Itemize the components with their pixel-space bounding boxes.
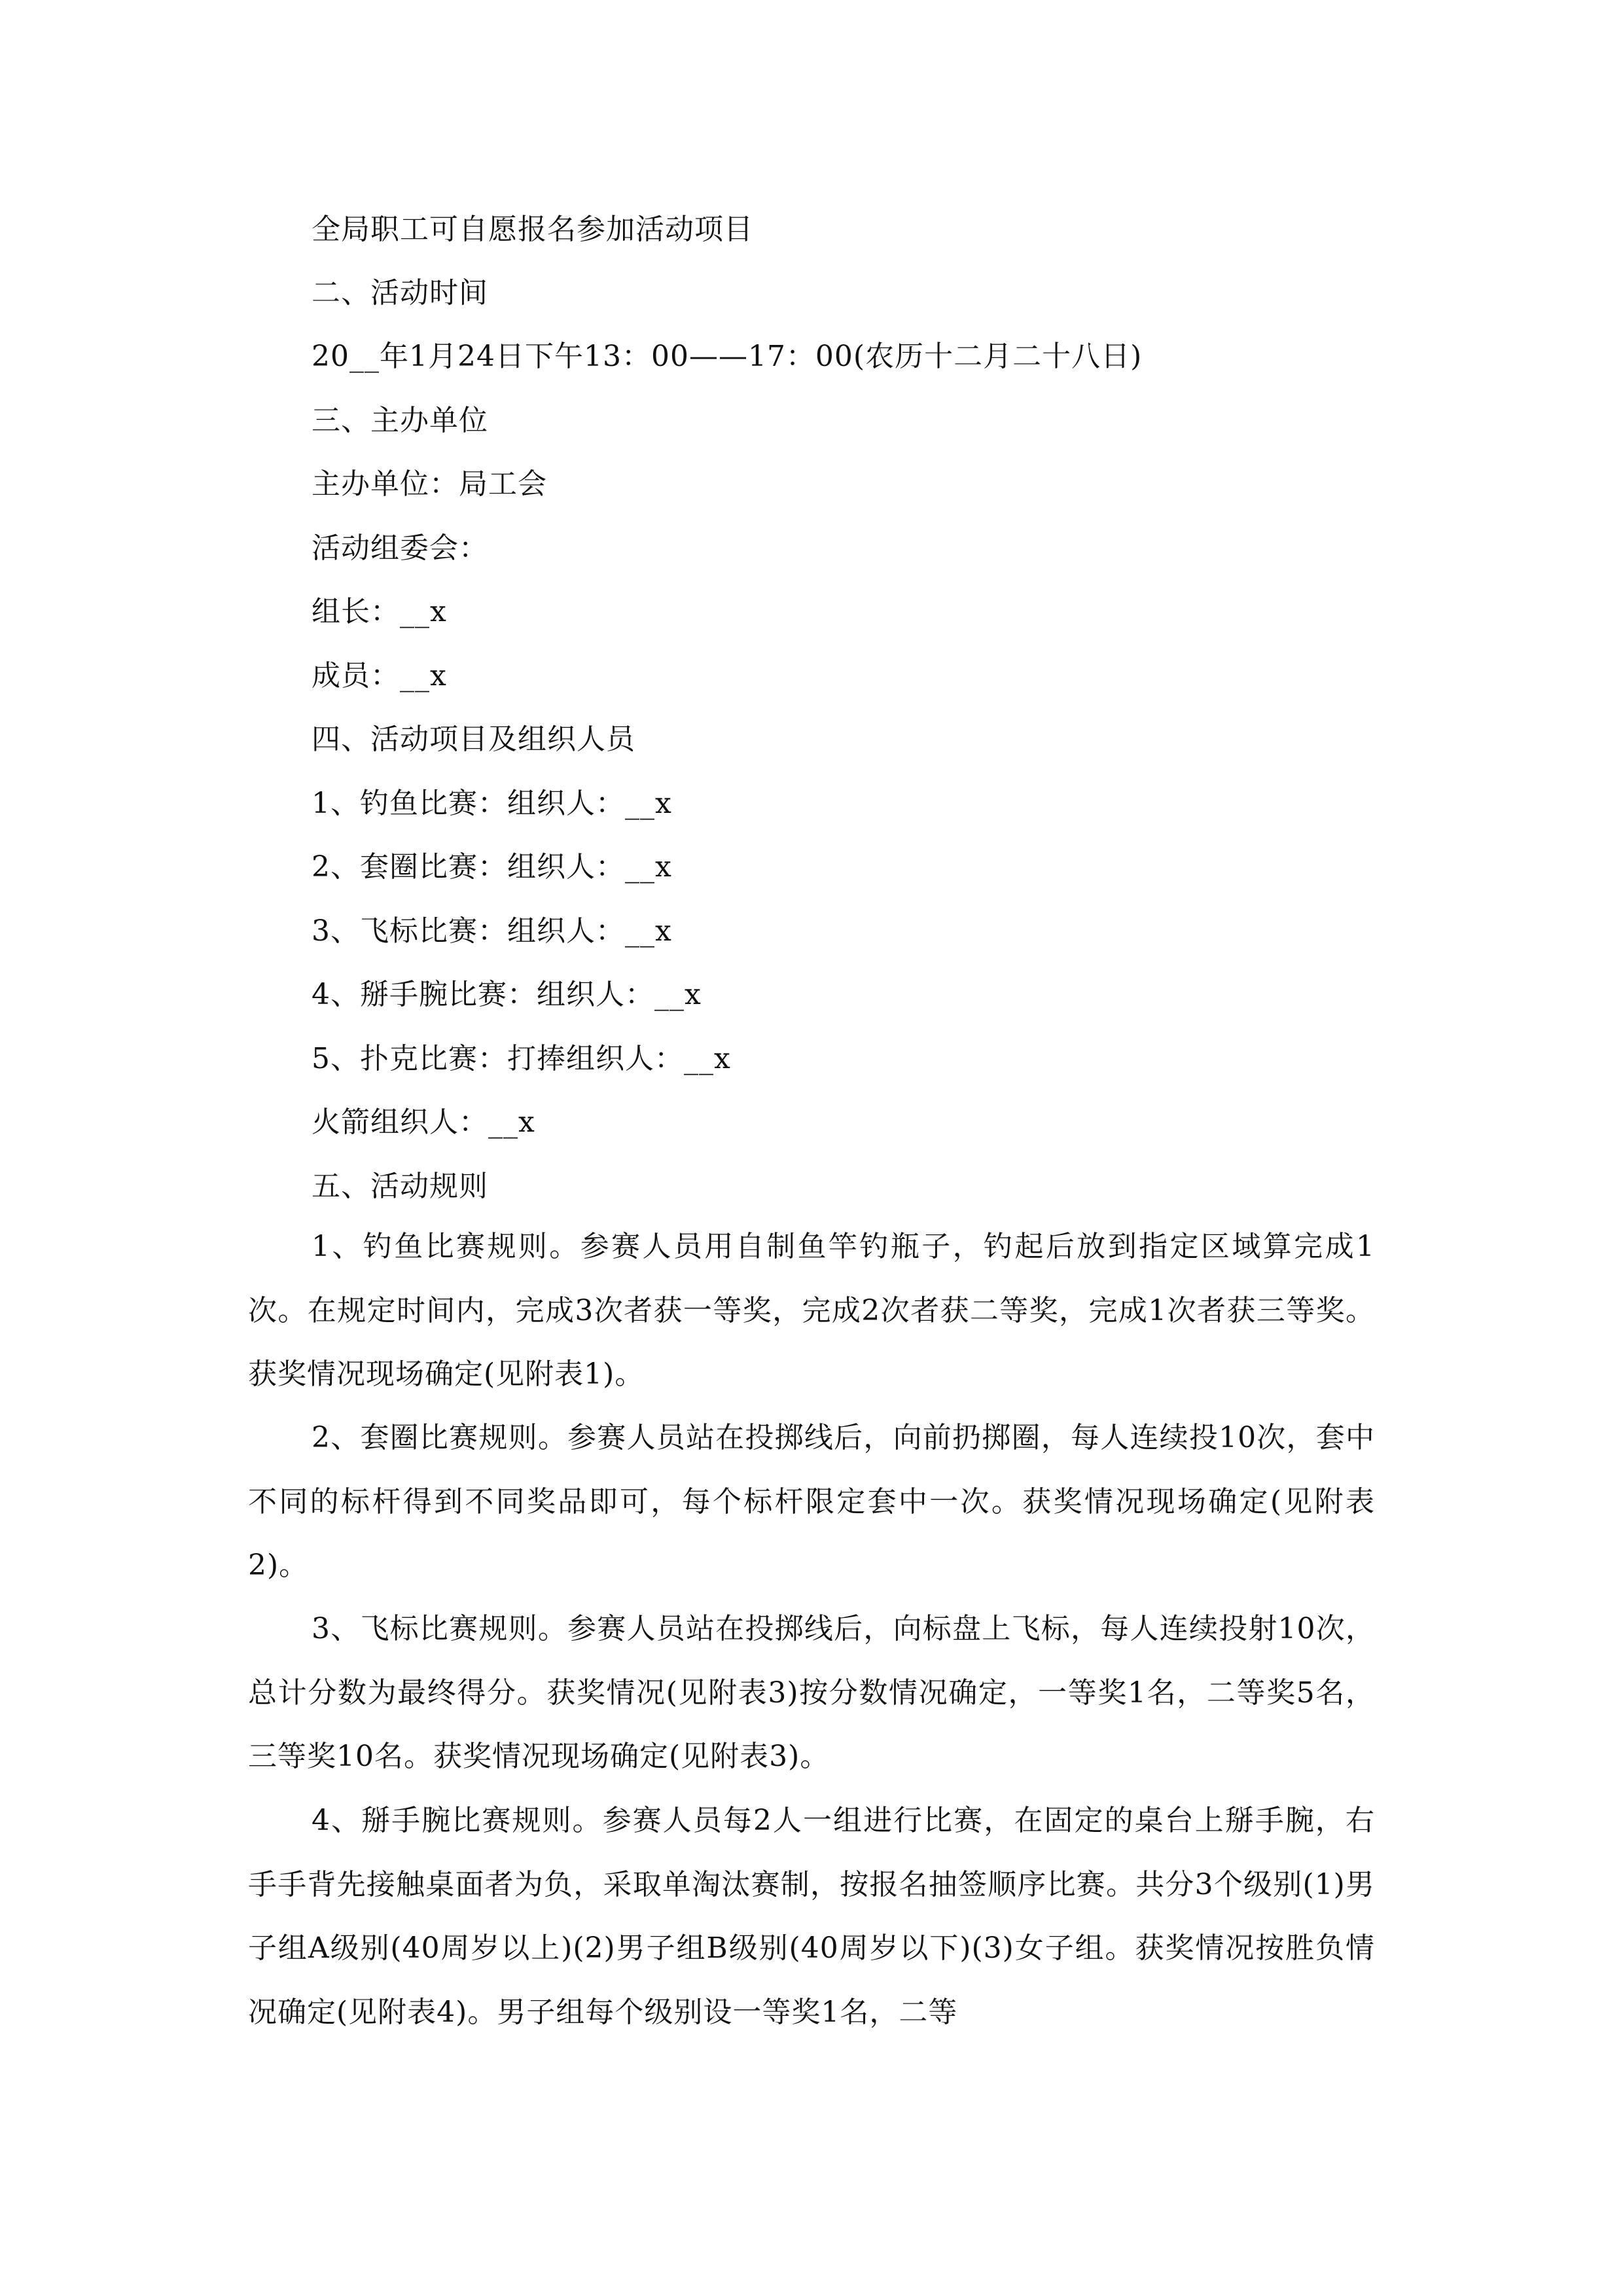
line-organizer: 主办单位：局工会: [312, 467, 547, 501]
line-leader: 组长：__x: [312, 595, 447, 628]
line-event-darts: 3、飞标比赛：组织人：__x: [312, 914, 672, 948]
line-activity-date: 20__年1月24日下午13：00——17：00(农历十二月二十八日): [312, 340, 1143, 373]
line-members: 成员：__x: [312, 659, 447, 692]
paragraph-arm-wrestling-rules: 4、掰手腕比赛规则。参赛人员每2人一组进行比赛，在固定的桌台上掰手腕，右手手背先接触桌面者为负，采取单淘汰赛制，按报名抽签顺序比赛。共分3个级别(1)男子组A级别(40周岁以上)(2)男子组B级别(40周岁以下)(3)女子组。获奖情况按胜负情况确定(见附表4)。男子组每个级别设一等奖1名，二等: [248, 1804, 1375, 2029]
line-event-ring-toss: 2、套圈比赛：组织人：__x: [312, 850, 672, 884]
heading-rules: 五、活动规则: [312, 1170, 488, 1203]
line-event-fishing: 1、钓鱼比赛：组织人：__x: [312, 787, 672, 820]
line-event-poker: 5、扑克比赛：打捧组织人：__x: [312, 1042, 731, 1075]
line-participation: 全局职工可自愿报名参加活动项目: [312, 213, 753, 246]
heading-events-staff: 四、活动项目及组织人员: [312, 723, 635, 756]
line-event-arm-wrestling: 4、掰手腕比赛：组织人：__x: [312, 978, 702, 1011]
paragraph-ring-toss-rules: 2、套圈比赛规则。参赛人员站在投掷线后，向前扔掷圈，每人连续投10次，套中不同的标杆得到不同奖品即可，每个标杆限定套中一次。获奖情况现场确定(见附表2)。: [248, 1421, 1375, 1582]
line-committee: 活动组委会：: [312, 531, 488, 565]
paragraph-fishing-rules: 1、钓鱼比赛规则。参赛人员用自制鱼竿钓瓶子，钓起后放到指定区域算完成1次。在规定时间内，完成3次者获一等奖，完成2次者获二等奖，完成1次者获三等奖。获奖情况现场确定(见附表1)。: [248, 1230, 1375, 1391]
heading-organizer: 三、主办单位: [312, 404, 488, 437]
heading-activity-time: 二、活动时间: [312, 276, 488, 310]
line-rocket-organizer: 火箭组织人：__x: [312, 1105, 535, 1139]
paragraph-darts-rules: 3、飞标比赛规则。参赛人员站在投掷线后，向标盘上飞标，每人连续投射10次，总计分数为最终得分。获奖情况(见附表3)按分数情况确定，一等奖1名，二等奖5名，三等奖10名。获奖情况现场确定(见附表3)。: [248, 1612, 1375, 1773]
